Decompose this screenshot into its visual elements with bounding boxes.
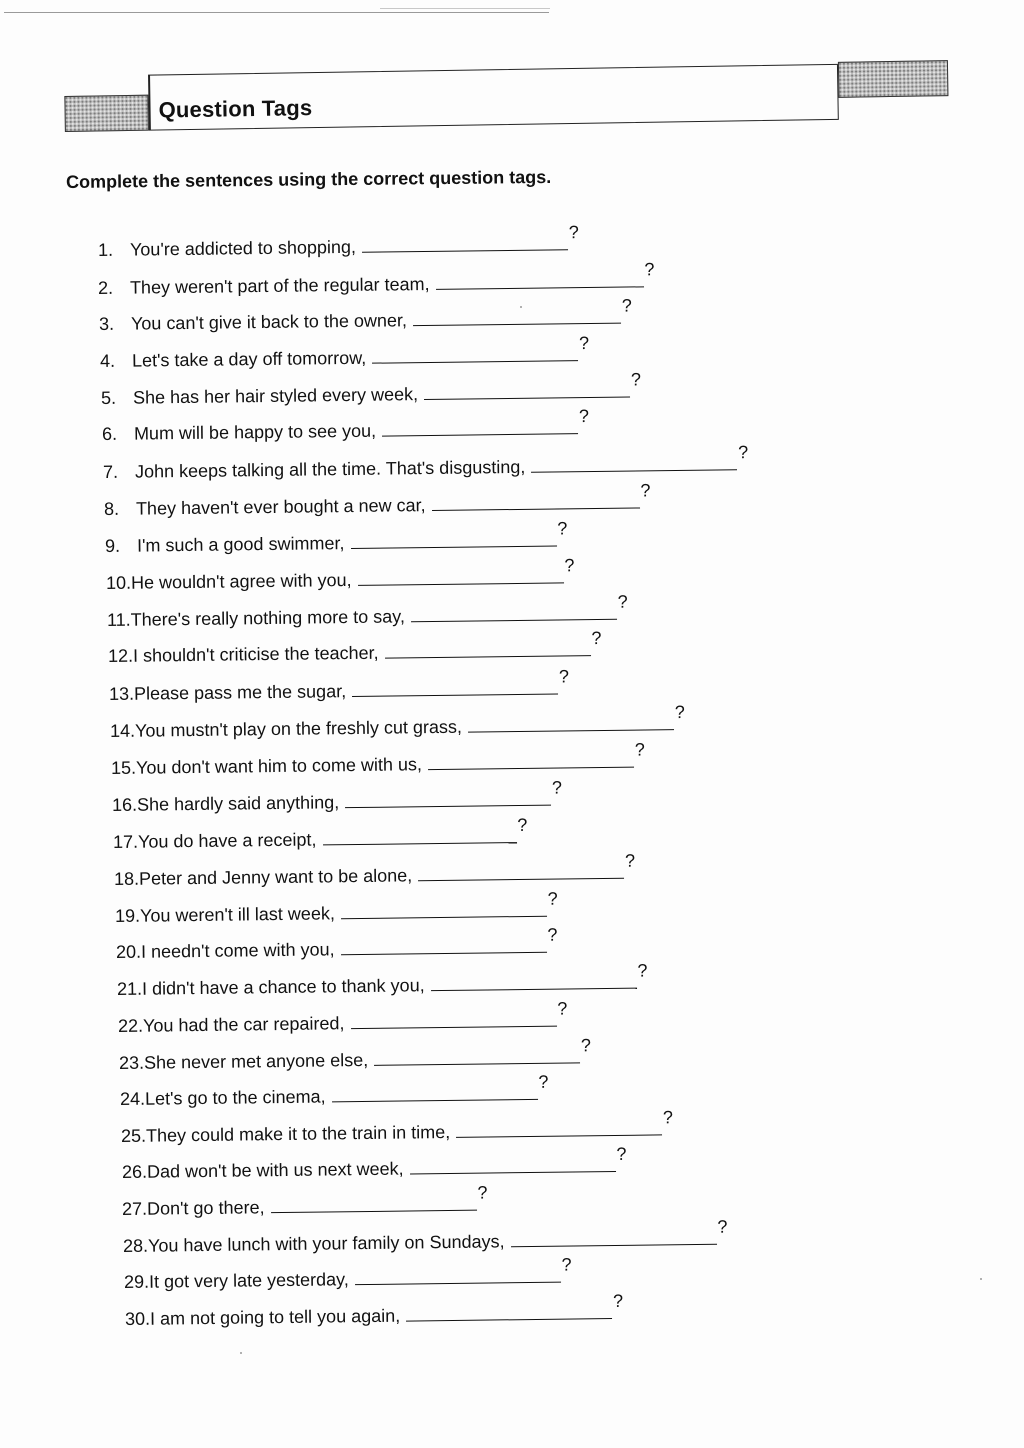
answer-blank[interactable]	[424, 393, 630, 401]
question-mark: ?	[477, 1182, 488, 1203]
question-mark: ?	[617, 591, 628, 612]
question-mark: ?	[738, 442, 749, 463]
question-mark: ?	[561, 1254, 572, 1275]
exercise-item	[124, 1290, 624, 1330]
exercise-item	[100, 369, 642, 409]
exercise-item	[114, 888, 558, 927]
item-number: 24.	[119, 1088, 146, 1109]
item-sentence: They could make it to the train in time,	[145, 1121, 451, 1146]
item-number: 21.	[116, 978, 143, 999]
question-mark: ?	[557, 518, 568, 539]
item-sentence: They weren't part of the regular team,	[129, 273, 430, 298]
answer-blank[interactable]	[374, 1058, 580, 1066]
exercise-item	[119, 1071, 549, 1110]
item-number: 6.	[101, 423, 118, 444]
item-sentence: Dad won't be with us next week,	[146, 1158, 404, 1182]
item-sentence: You don't want him to come with us,	[135, 754, 423, 778]
scan-speck	[240, 1352, 242, 1354]
question-mark: ?	[624, 850, 636, 871]
exercise-item	[116, 960, 648, 1000]
exercise-item	[105, 555, 575, 594]
exercise-item	[118, 1035, 592, 1074]
answer-blank[interactable]	[511, 1240, 717, 1248]
item-number: 19.	[114, 905, 141, 926]
answer-blank[interactable]	[351, 1022, 557, 1030]
question-mark: ?	[580, 1035, 592, 1056]
exercise-item	[122, 1216, 728, 1257]
item-sentence: You're addicted to shopping,	[129, 236, 357, 260]
question-mark: ?	[662, 1107, 674, 1128]
question-mark: ?	[547, 888, 558, 909]
answer-blank[interactable]	[345, 801, 551, 809]
answer-blank[interactable]	[372, 356, 578, 364]
item-number: 30.	[124, 1308, 151, 1329]
answer-blank[interactable]	[341, 948, 547, 956]
item-number: 1.	[97, 239, 114, 260]
exercise-item	[97, 259, 655, 299]
exercise-item	[109, 701, 685, 742]
item-number: 8.	[103, 498, 120, 519]
item-number: 9.	[104, 535, 121, 556]
answer-blank[interactable]	[382, 429, 578, 436]
question-mark: ?	[637, 960, 648, 981]
exercise-item	[123, 1254, 572, 1293]
question-mark: ?	[568, 222, 579, 243]
question-mark: ?	[578, 406, 590, 427]
item-number: 3.	[98, 313, 115, 334]
exercise-item	[121, 1143, 627, 1183]
question-mark: ?	[640, 480, 651, 501]
answer-blank[interactable]	[352, 690, 558, 698]
exercise-item	[106, 591, 628, 631]
question-mark: ?	[591, 627, 602, 649]
answer-blank[interactable]	[431, 984, 637, 992]
item-sentence: You have lunch with your family on Sundays,	[147, 1231, 505, 1256]
item-sentence: It got very late yesterday,	[148, 1269, 349, 1292]
item-number: 11.	[106, 609, 131, 630]
answer-blank[interactable]	[456, 1130, 662, 1138]
item-sentence: You weren't ill last week,	[139, 903, 336, 926]
question-mark: ?	[630, 369, 642, 390]
question-mark: ?	[551, 777, 563, 798]
item-number: 13.	[108, 683, 135, 704]
item-sentence: I am not going to tell you again,	[149, 1305, 401, 1329]
item-number: 2.	[97, 277, 114, 298]
item-number: 28.	[122, 1235, 149, 1256]
exercise-item	[102, 442, 749, 483]
item-sentence: Mum will be happy to see you,	[133, 420, 377, 444]
item-sentence: They haven't ever bought a new car,	[135, 495, 426, 519]
question-mark: ?	[578, 333, 590, 354]
exercise-item	[101, 406, 590, 445]
item-number: 14.	[109, 720, 136, 741]
item-sentence: She has her hair styled every week,	[132, 384, 419, 408]
answer-blank[interactable]	[406, 1314, 612, 1322]
item-number: 5.	[100, 387, 117, 408]
answer-blank[interactable]	[468, 725, 674, 733]
item-number: 20.	[115, 941, 142, 962]
question-mark: ?	[634, 739, 645, 760]
answer-blank[interactable]	[323, 838, 517, 845]
exercise-item	[107, 627, 602, 667]
question-mark: ?	[538, 1071, 549, 1092]
question-mark: ?	[621, 295, 632, 316]
item-sentence: Let's go to the cinema,	[144, 1086, 326, 1109]
item-number: 25.	[120, 1125, 147, 1146]
question-mark: ?	[644, 259, 655, 280]
scan-speck	[520, 306, 522, 308]
item-sentence: I didn't have a chance to thank you,	[141, 975, 425, 999]
item-sentence: She never met anyone else,	[143, 1049, 369, 1073]
answer-blank[interactable]	[271, 1206, 477, 1214]
item-number: 18.	[113, 868, 140, 889]
item-sentence: I shouldn't criticise the teacher,	[132, 642, 379, 666]
exercise-item	[115, 924, 558, 963]
question-mark: ?	[547, 924, 558, 945]
item-sentence: You mustn't play on the freshly cut grass,	[134, 716, 463, 741]
item-number: 17.	[112, 831, 139, 852]
answer-blank[interactable]	[428, 763, 634, 771]
answer-blank[interactable]	[411, 615, 617, 623]
question-mark: ?	[612, 1290, 624, 1312]
item-sentence: You do have a receipt,	[137, 829, 317, 852]
exercise-item	[99, 333, 590, 372]
item-number: 4.	[99, 350, 116, 371]
answer-blank[interactable]	[358, 578, 564, 586]
item-sentence: You had the car repaired,	[142, 1013, 345, 1036]
item-sentence: She hardly said anything,	[136, 792, 340, 815]
instructions: Complete the sentences using the correct question tags.	[66, 166, 552, 192]
answer-blank[interactable]	[413, 319, 621, 327]
item-number: 23.	[118, 1052, 145, 1073]
question-mark: ?	[557, 998, 568, 1019]
item-sentence: He wouldn't agree with you,	[130, 570, 352, 593]
question-mark: ?	[564, 555, 575, 576]
question-mark: ?	[558, 666, 570, 687]
exercise-item	[97, 222, 579, 261]
exercise-item	[121, 1182, 488, 1220]
exercise-item	[110, 739, 645, 779]
item-number: 12.	[107, 645, 134, 666]
answer-blank[interactable]	[385, 651, 591, 659]
exercise-item	[112, 814, 528, 853]
item-number: 22.	[117, 1015, 144, 1036]
item-number: 7.	[102, 461, 119, 482]
item-number: 26.	[121, 1161, 148, 1182]
exercise-item	[111, 777, 563, 816]
question-mark: ?	[674, 701, 685, 723]
answer-blank[interactable]	[418, 874, 624, 882]
item-sentence: Peter and Jenny want to be alone,	[138, 865, 413, 889]
item-sentence: I'm such a good swimmer,	[136, 533, 345, 556]
item-number: 10.	[105, 572, 132, 593]
page-title: Question Tags	[158, 95, 313, 123]
item-sentence: Please pass me the sugar,	[133, 681, 347, 704]
question-mark: ?	[616, 1143, 627, 1164]
item-sentence: Don't go there,	[146, 1197, 265, 1219]
exercise-item	[120, 1107, 674, 1147]
item-sentence: I needn't come with you,	[140, 939, 335, 962]
item-number: 16.	[111, 794, 138, 815]
item-number: 29.	[123, 1271, 150, 1292]
item-sentence: John keeps talking all the time. That's disgusting,	[134, 456, 526, 482]
exercise-item	[108, 666, 570, 705]
answer-blank[interactable]	[531, 465, 737, 473]
exercise-item	[103, 480, 651, 520]
question-mark: ?	[517, 814, 528, 836]
answer-blank[interactable]	[332, 1095, 538, 1103]
scan-speck	[980, 1278, 982, 1280]
answer-blank[interactable]	[355, 1278, 561, 1286]
answer-blank[interactable]	[432, 503, 640, 511]
item-number: 27.	[121, 1198, 148, 1219]
exercise-item	[113, 850, 636, 890]
answer-blank[interactable]	[436, 282, 644, 290]
answer-blank[interactable]	[362, 245, 568, 253]
item-sentence: Let's take a day off tomorrow,	[131, 347, 367, 371]
item-sentence: There's really nothing more to say,	[130, 606, 406, 630]
answer-blank[interactable]	[341, 912, 547, 920]
item-number: 15.	[110, 757, 137, 778]
exercise-item	[104, 518, 568, 557]
question-mark: ?	[717, 1216, 728, 1237]
exercise-item	[117, 998, 568, 1037]
item-sentence: You can't give it back to the owner,	[130, 310, 408, 334]
exercise-item	[98, 295, 632, 335]
answer-blank[interactable]	[351, 541, 557, 549]
answer-blank[interactable]	[410, 1167, 616, 1175]
